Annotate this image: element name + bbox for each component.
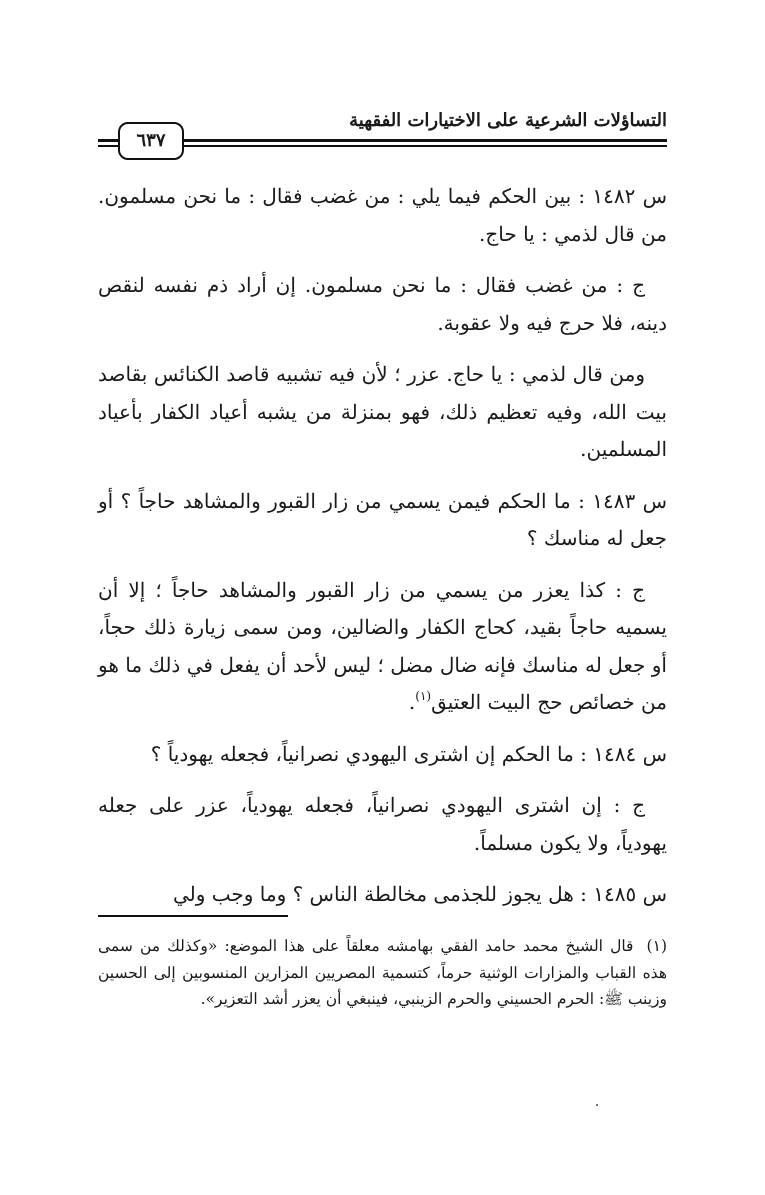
- footnote-reference[interactable]: (١): [415, 689, 432, 703]
- answer-1482-continued: ومن قال لذمي : يا حاج. عزر ؛ لأن فيه تشبيه قاصد الكنائس بقاصد بيت الله، وفيه تعظيم ذلك، فهو بمنزلة من يشبه أعياد الكفار بأعياد المسلمين.: [98, 362, 667, 461]
- answer-1484: ج : إن اشترى اليهودي نصرانياً، فجعله يهودياً، عزر على جعله يهودياً، ولا يكون مسلماً.: [98, 793, 667, 855]
- main-text: [98, 178, 667, 928]
- answer-1483: ج : كذا يعزر من يسمي من زار القبور والمشاهد حاجاً ؛ إلا أن يسميه حاجاً بقيد، كحاج الكفار والضالين، ومن سمى زيارة ذلك حجاً، أو جعل له مناسك فإنه ضال مضل ؛ ليس لأحد أن يفعل في ذلك ما هو من خصائص حج البيت العتيق$^{(١)}$.: [98, 577, 667, 714]
- question-1483: س ١٤٨٣ : ما الحكم فيمن يسمي من زار القبور والمشاهد حاجاً ؟ أو جعل له مناسك ؟: [98, 488, 667, 550]
- footnote-marker: (١): [646, 937, 667, 955]
- running-title: التساؤلات الشرعية على الاختيارات الفقهية: [349, 110, 667, 131]
- question-1484: س ١٤٨٤ : ما الحكم إن اشترى اليهودي نصرانياً، فجعله يهودياً ؟: [150, 741, 667, 766]
- footnote-separator: [98, 915, 288, 917]
- footnote: [98, 933, 667, 1013]
- question-1482: س ١٤٨٢ : بين الحكم فيما يلي : من غضب فقال : ما نحن مسلمون. من قال لذمي : يا حاج.: [98, 184, 667, 246]
- question-1485: س ١٤٨٥ : هل يجوز للجذمى مخالطة الناس ؟ وما وجب ولي: [172, 882, 667, 906]
- answer-1482: ج : من غضب فقال : ما نحن مسلمون. إن أراد ذم نفسه لنقص دينه، فلا حرج فيه ولا عقوبة.: [98, 273, 667, 335]
- footnote-text: قال الشيخ محمد حامد الفقي بهامشه معلقاً على هذا الموضع: «وكذلك من سمى هذه القباب والمزارات الوثنية حرماً، كتسمية المصريين المزارين المنسوبين إلى الحسين وزينب ﷺ: الحرم الحسيني والحرم الزينبي، فينبغي أن يعزر أشد التعزير».: [98, 937, 667, 1008]
- page-number-badge: [118, 122, 184, 160]
- page-number: ٦٣٧: [136, 130, 166, 151]
- page-speck: [596, 1104, 598, 1106]
- answer-1483-text: ج : كذا يعزر من يسمي من زار القبور والمشاهد حاجاً ؛ إلا أن يسميه حاجاً بقيد، كحاج الكفار والضالين، ومن سمى زيارة ذلك حجاً، أو جعل له مناسك فإنه ضال مضل ؛ ليس لأحد أن يفعل في ذلك ما هو من خصائص حج البيت العتيق: [98, 577, 667, 714]
